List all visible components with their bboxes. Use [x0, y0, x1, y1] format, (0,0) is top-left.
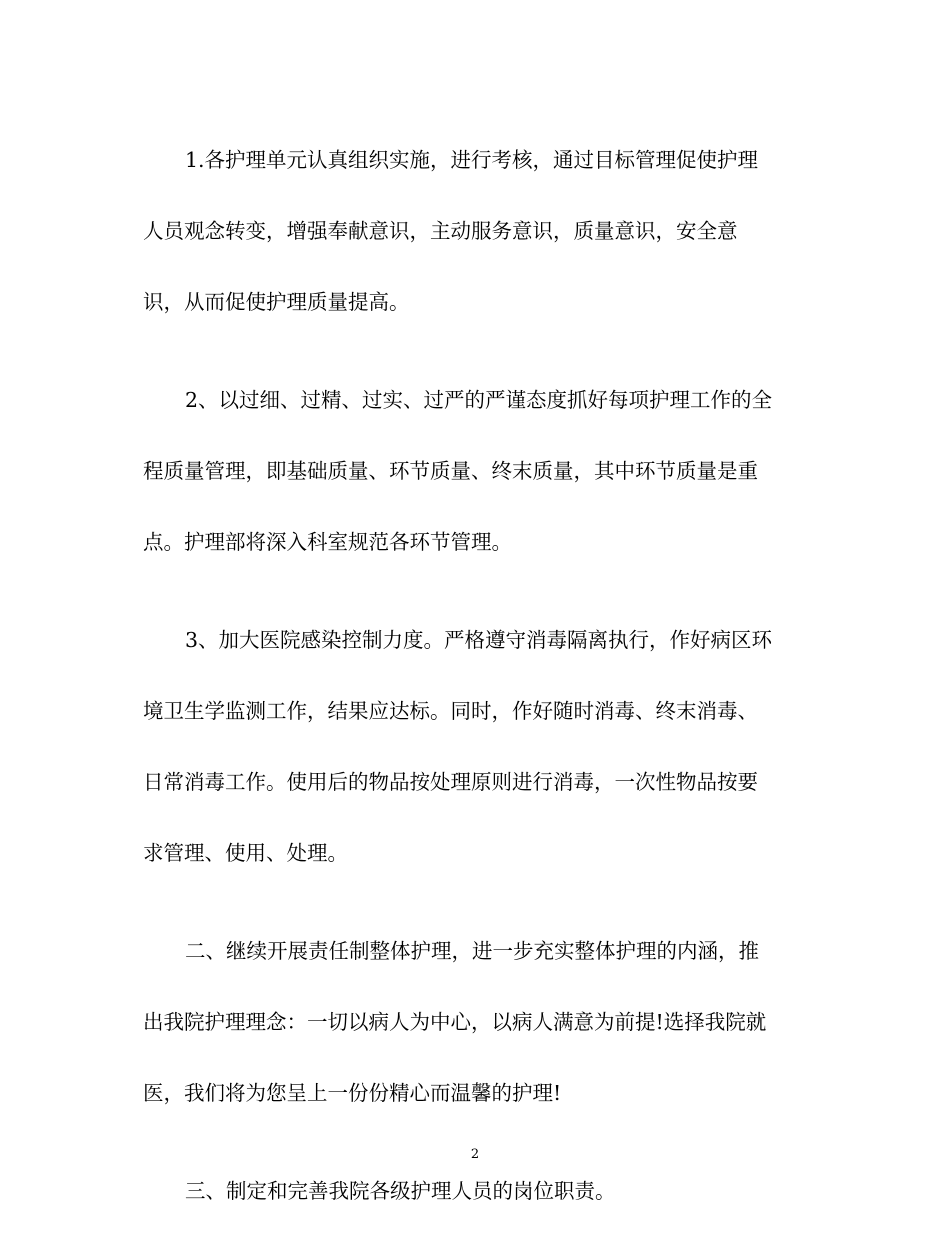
paragraph-4	[143, 916, 808, 1129]
page-number: 2	[470, 1147, 480, 1162]
paragraph-2-line-1: 2、以过细、过精、过实、过严的严谨态度抓好每项护理工作的全	[185, 388, 773, 412]
paragraph-4-line-3: 医，我们将为您呈上一份份精心而温馨的护理!	[143, 1081, 562, 1105]
paragraph-1-line-1: 1.各护理单元认真组织实施，进行考核，通过目标管理促使护理	[185, 148, 759, 172]
paragraph-3-line-4: 求管理、使用、处理。	[143, 841, 348, 865]
document-body	[143, 125, 808, 1254]
paragraph-4-line-1: 二、继续开展责任制整体护理，进一步充实整体护理的内涵，推	[185, 939, 759, 963]
paragraph-3-line-1: 3、加大医院感染控制力度。严格遵守消毒隔离执行，作好病区环	[185, 628, 773, 652]
paragraph-2-line-2: 程质量管理，即基础质量、环节质量、终末质量，其中环节质量是重	[143, 459, 758, 483]
paragraph-4-line-2: 出我院护理理念：一切以病人为中心，以病人满意为前提!选择我院就	[143, 1010, 767, 1034]
paragraph-1-line-3: 识，从而促使护理质量提高。	[143, 290, 410, 314]
paragraph-3-line-2: 境卫生学监测工作，结果应达标。同时，作好随时消毒、终末消毒、	[143, 699, 758, 723]
paragraph-3-line-3: 日常消毒工作。使用后的物品按处理原则进行消毒，一次性物品按要	[143, 770, 758, 794]
paragraph-2-line-3: 点。护理部将深入科室规范各环节管理。	[143, 530, 512, 554]
paragraph-1	[143, 125, 808, 338]
paragraph-1-line-2: 人员观念转变，增强奉献意识，主动服务意识，质量意识，安全意	[143, 219, 738, 243]
paragraph-5	[143, 1156, 808, 1227]
paragraph-2	[143, 365, 808, 578]
paragraph-5-line-1: 三、制定和完善我院各级护理人员的岗位职责。	[185, 1179, 616, 1203]
paragraph-3	[143, 605, 808, 889]
